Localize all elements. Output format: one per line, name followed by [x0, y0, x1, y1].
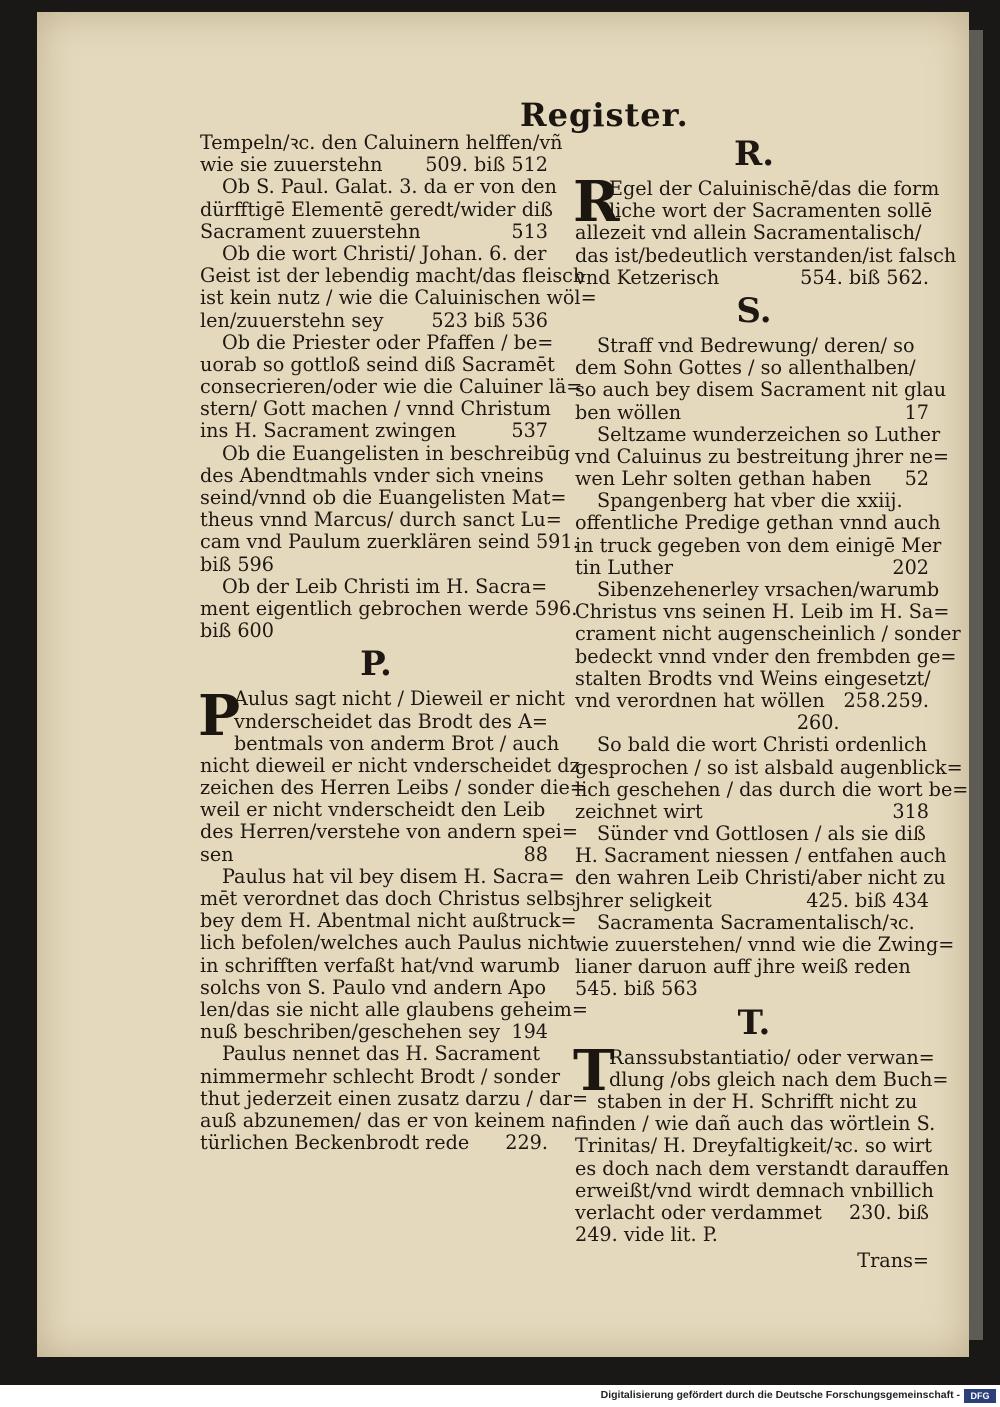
entry-text: dürfftigē Elementē geredt/wider diß [200, 197, 553, 221]
entry-text: bey dem H. Abentmal nicht außtruck= [200, 909, 577, 933]
left-column [198, 131, 597, 1155]
index-line [200, 221, 552, 243]
entry-text: Spangenberg hat vber die xxiij. [597, 489, 903, 513]
index-line [200, 1064, 560, 1088]
index-line [575, 200, 933, 222]
index-line [575, 444, 950, 468]
index-line [200, 332, 552, 354]
index-line [575, 1091, 933, 1113]
entry-text: weil er nicht vnderscheidt den Leib [200, 798, 546, 822]
entry-text: wie zuuerstehen/ vnnd wie die Zwing= [575, 933, 955, 956]
section-letter-r: R. [733, 134, 775, 174]
entry-text: Ob die wort Christi/ Johan. 6. der [222, 241, 547, 265]
entry-text: ment eigentlich gebrochen werde 596. [200, 596, 578, 620]
index-line [575, 690, 933, 712]
page-reference: 194 [511, 1020, 548, 1044]
index-line [200, 753, 580, 777]
entry-text: thut jederzeit einen zusatz darzu / dar= [200, 1086, 589, 1110]
footer-credit: Digitalisierung gefördert durch die Deutsche Forschungsgemeinschaft - [600, 1389, 960, 1401]
index-line [575, 844, 947, 868]
index-line [575, 912, 933, 934]
index-line [200, 997, 588, 1021]
index-line [575, 1202, 933, 1224]
section-letter-t: T. [737, 1002, 771, 1043]
index-line [575, 557, 933, 579]
footer-bar [0, 1387, 1000, 1407]
index-line [200, 576, 552, 598]
page-header: Register. [520, 96, 689, 134]
entry-text: Aulus sagt nicht / Dieweil er nicht [234, 687, 565, 711]
entry-text: lianer daruon auff jhre weiß reden [575, 955, 911, 979]
index-line [575, 267, 933, 289]
index-line [200, 820, 578, 844]
entry-text: 545. biß 563 [575, 977, 698, 1001]
entry-text: verlacht oder verdammet [575, 1200, 822, 1224]
index-line [575, 712, 933, 734]
index-line [575, 1135, 933, 1157]
index-line [575, 357, 933, 379]
entry-text: bedeckt vnnd vnder den frembden ge= [575, 644, 957, 668]
page-reference: 513 [511, 219, 548, 243]
index-line [575, 668, 933, 690]
entry-text: den wahren Leib Christi/aber nicht zu [575, 866, 946, 890]
entry-text: tin Luther [575, 555, 673, 579]
index-line [200, 530, 579, 554]
entry-text: Geist ist der lebendig macht/das fleisch [200, 264, 586, 288]
index-line [200, 596, 578, 620]
index-line [200, 953, 560, 977]
index-line [200, 687, 565, 711]
dropcap-p: P [198, 683, 241, 750]
index-line [200, 711, 552, 733]
entry-text: türlichen Beckenbrodt rede [200, 1131, 470, 1155]
index-line [575, 533, 942, 557]
page-reference: 425. biß 434 [806, 888, 929, 912]
entry-text: zeichnet wirt [575, 799, 703, 823]
index-line [575, 222, 933, 244]
entry-text: Seltzame wunderzeichen so Luther [597, 422, 941, 446]
section-letter-p: P. [360, 644, 392, 685]
entry-text: jhrer seligkeit [575, 888, 712, 912]
entry-text: finden / wie dañ auch das wörtlein S. [575, 1112, 936, 1136]
entry-text: vnd Caluinus zu bestreitung jhrer ne= [575, 444, 950, 468]
index-line [200, 776, 586, 800]
entry-text: lich befolen/welches auch Paulus nicht [200, 931, 577, 955]
index-line [200, 931, 577, 955]
page-edge [969, 30, 983, 1340]
index-line [575, 378, 947, 402]
index-line [200, 1043, 552, 1065]
index-line [575, 644, 957, 668]
index-line [575, 468, 933, 490]
index-line [575, 335, 933, 357]
entry-text: dem Sohn Gottes / so allenthalben/ [575, 356, 916, 380]
entry-text: erweißt/vnd wirdt demnach vnbillich [575, 1178, 934, 1202]
entry-text: des Herren/verstehe von andern spei= [200, 820, 578, 844]
entry-text: Paulus hat vil bey disem H. Sacra= [222, 864, 565, 888]
index-line [200, 310, 552, 332]
page-reference: 17 [904, 400, 929, 424]
page-reference: 258.259. [843, 688, 929, 712]
entry-text: nicht dieweil er nicht vnderscheidet dz [200, 753, 580, 777]
page-reference: 554. biß 562. [800, 265, 929, 289]
dropcap-r: R [573, 169, 620, 235]
index-line [575, 933, 955, 956]
entry-text: Trinitas/ H. Dreyfaltigkeit/ꝛc. so wirt [575, 1134, 932, 1158]
entry-text: biß 600 [200, 619, 274, 643]
entry-text: uorab so gottloß seind diß Sacramēt [200, 352, 555, 376]
page-reference: 260. [796, 711, 840, 735]
entry-text: liche wort der Sacramenten sollē [609, 199, 933, 223]
index-line [200, 1132, 552, 1154]
page-reference: 88 [523, 842, 548, 866]
entry-text: stern/ Gott machen / vnnd Christum [200, 397, 551, 421]
entry-text: ist kein nutz / wie die Caluinischen wöl= [200, 286, 597, 310]
index-line [200, 243, 552, 265]
entry-text: auß abzunemen/ das er von keinem na [200, 1108, 576, 1132]
entry-text: in schrifften verfaßt hat/vnd warumb [200, 953, 560, 977]
entry-text: bentmals von anderm Brot / auch [234, 731, 560, 755]
index-line [575, 402, 933, 424]
index-line [200, 554, 552, 576]
index-line [575, 777, 969, 801]
index-line [575, 755, 963, 779]
entry-text: len/das sie nicht alle glaubens geheim= [200, 997, 588, 1021]
entry-text: Sacramenta Sacramentalisch/ꝛc. [597, 910, 915, 934]
dropcap-t: T [573, 1037, 615, 1104]
entry-text: Ranssubstantiatio/ oder verwan= [609, 1045, 935, 1069]
index-line [575, 1112, 936, 1136]
index-line [200, 1108, 576, 1132]
entry-text: Ob der Leib Christi im H. Sacra= [222, 574, 548, 598]
index-line [200, 154, 552, 176]
entry-text: es doch nach dem verstandt darauffen [575, 1156, 950, 1180]
entry-text: zeichen des Herren Leibs / sonder die= [200, 776, 586, 800]
entry-text: crament nicht augenscheinlich / sonder [575, 622, 961, 646]
index-line [200, 799, 552, 821]
catchword: Trans= [857, 1249, 929, 1273]
entry-text: stalten Brodts vnd Weins eingesetzt/ [575, 666, 931, 690]
index-line [575, 1047, 933, 1069]
index-line [575, 243, 957, 267]
index-line [200, 375, 583, 399]
entry-text: des Abendtmahls vnder sich vneins [200, 463, 544, 487]
index-line [200, 398, 552, 420]
index-line [575, 801, 933, 823]
index-line [200, 199, 552, 221]
entry-text: seind/vnnd ob die Euangelisten Mat= [200, 486, 567, 509]
index-line [575, 890, 933, 912]
index-line [200, 977, 552, 999]
entry-text: wie sie zuuerstehn [200, 153, 383, 177]
index-line [575, 1180, 933, 1202]
right-column [573, 132, 969, 1273]
index-line [200, 175, 557, 199]
index-line [200, 864, 565, 888]
index-line [575, 1067, 949, 1091]
index-line [200, 508, 562, 532]
entry-text: dlung /obs gleich nach dem Buch= [609, 1067, 949, 1091]
entry-text: H. Sacrament niessen / entfahen auch [575, 844, 947, 868]
page-reference: 202 [892, 555, 929, 579]
entry-text: nimmermehr schlecht Brodt / sonder [200, 1064, 560, 1088]
entry-text: So bald die wort Christi ordenlich [597, 733, 928, 757]
index-line [200, 441, 571, 465]
index-line [200, 1086, 589, 1110]
entry-text: so auch bey disem Sacrament nit glau [575, 378, 947, 402]
index-line [200, 131, 563, 154]
index-line [200, 420, 552, 442]
index-line [200, 909, 577, 933]
entry-text: solchs von S. Paulo vnd andern Apo [200, 975, 547, 999]
index-line [575, 422, 941, 446]
index-line [200, 887, 576, 910]
index-line [200, 264, 586, 288]
index-line [575, 578, 940, 601]
index-line [200, 1021, 552, 1043]
entry-text: vnderscheidet das Brodt des A= [234, 709, 548, 733]
page-reference: 523 biß 536 [431, 308, 548, 332]
entry-text: vnd Ketzerisch [575, 265, 720, 289]
index-line [575, 177, 940, 200]
index-line [200, 465, 552, 487]
entry-text: Ob die Euangelisten in beschreibūg [222, 441, 571, 465]
index-line [200, 486, 567, 509]
page-reference: 229. [505, 1131, 548, 1155]
page-reference: 318 [892, 799, 929, 823]
index-line [200, 731, 560, 755]
index-line [200, 352, 555, 376]
entry-text: vnd verordnen hat wöllen [575, 688, 825, 712]
section-letter-s: S. [736, 290, 772, 331]
index-line [575, 511, 941, 535]
entry-text: staben in der H. Schrifft nicht zu [597, 1089, 918, 1113]
entry-text: Tempeln/ꝛc. den Caluinern helffen/vñ [200, 131, 563, 154]
entry-text: Sacrament zuuerstehn [200, 219, 421, 243]
page-reference: 52 [904, 467, 929, 491]
page-reference: 537 [511, 419, 548, 443]
entry-text: biß 596 [200, 552, 274, 576]
entry-text: lich geschehen / das durch die wort be= [575, 777, 969, 801]
entry-text: offentliche Predige gethan vnnd auch [575, 511, 941, 535]
page-reference: 509. biß 512 [425, 153, 548, 177]
entry-text: Ob S. Paul. Galat. 3. da er von den [222, 175, 557, 199]
entry-text: sen [200, 842, 234, 866]
entry-text: gesprochen / so ist alsbald augenblick= [575, 755, 963, 779]
entry-text: consecrieren/oder wie die Caluiner lä= [200, 375, 583, 399]
entry-text: cam vnd Paulum zuerklären seind 591. [200, 530, 579, 554]
entry-text: in truck gegeben von dem einigē Mer [575, 533, 942, 557]
index-line [575, 1156, 950, 1180]
page-reference: 230. biß [848, 1200, 929, 1224]
entry-text: das ist/bedeutlich verstanden/ist falsch [575, 243, 957, 267]
entry-text: allezeit vnd allein Sacramentalisch/ [575, 221, 922, 245]
entry-text: nuß beschriben/geschehen sey [200, 1020, 501, 1044]
index-line [200, 844, 552, 866]
dfg-logo-icon: DFG [964, 1389, 996, 1403]
index-line [575, 978, 933, 1000]
entry-text: Sibenzehenerley vrsachen/warumb [597, 578, 940, 601]
index-line [575, 823, 933, 845]
entry-text: Ob die Priester oder Pfaffen / be= [222, 330, 554, 354]
entry-text: Straff vnd Bedrewung/ deren/ so [597, 333, 915, 357]
index-line [575, 956, 933, 978]
index-line [200, 620, 552, 642]
entry-text: ben wöllen [575, 400, 682, 424]
entry-text: Christus vns seinen H. Leib im H. Sa= [575, 600, 950, 624]
index-line [575, 866, 946, 890]
index-line [200, 286, 597, 310]
entry-text: len/zuuerstehn sey [200, 308, 384, 332]
entry-text: ins H. Sacrament zwingen [200, 419, 457, 443]
index-line [575, 622, 961, 646]
entry-text: mēt verordnet das doch Christus selbs [200, 887, 576, 910]
index-line [575, 1224, 933, 1246]
entry-text: 249. vide lit. P. [575, 1223, 718, 1247]
index-line [575, 600, 950, 624]
entry-text: Egel der Caluinischē/das die form [609, 177, 940, 200]
index-line [575, 490, 933, 512]
entry-text: Sünder vnd Gottlosen / als sie diß [597, 822, 926, 846]
entry-text: wen Lehr solten gethan haben [575, 467, 872, 491]
index-line [575, 734, 933, 756]
entry-text: Paulus nennet das H. Sacrament [222, 1042, 541, 1066]
entry-text: theus vnnd Marcus/ durch sanct Lu= [200, 508, 562, 532]
